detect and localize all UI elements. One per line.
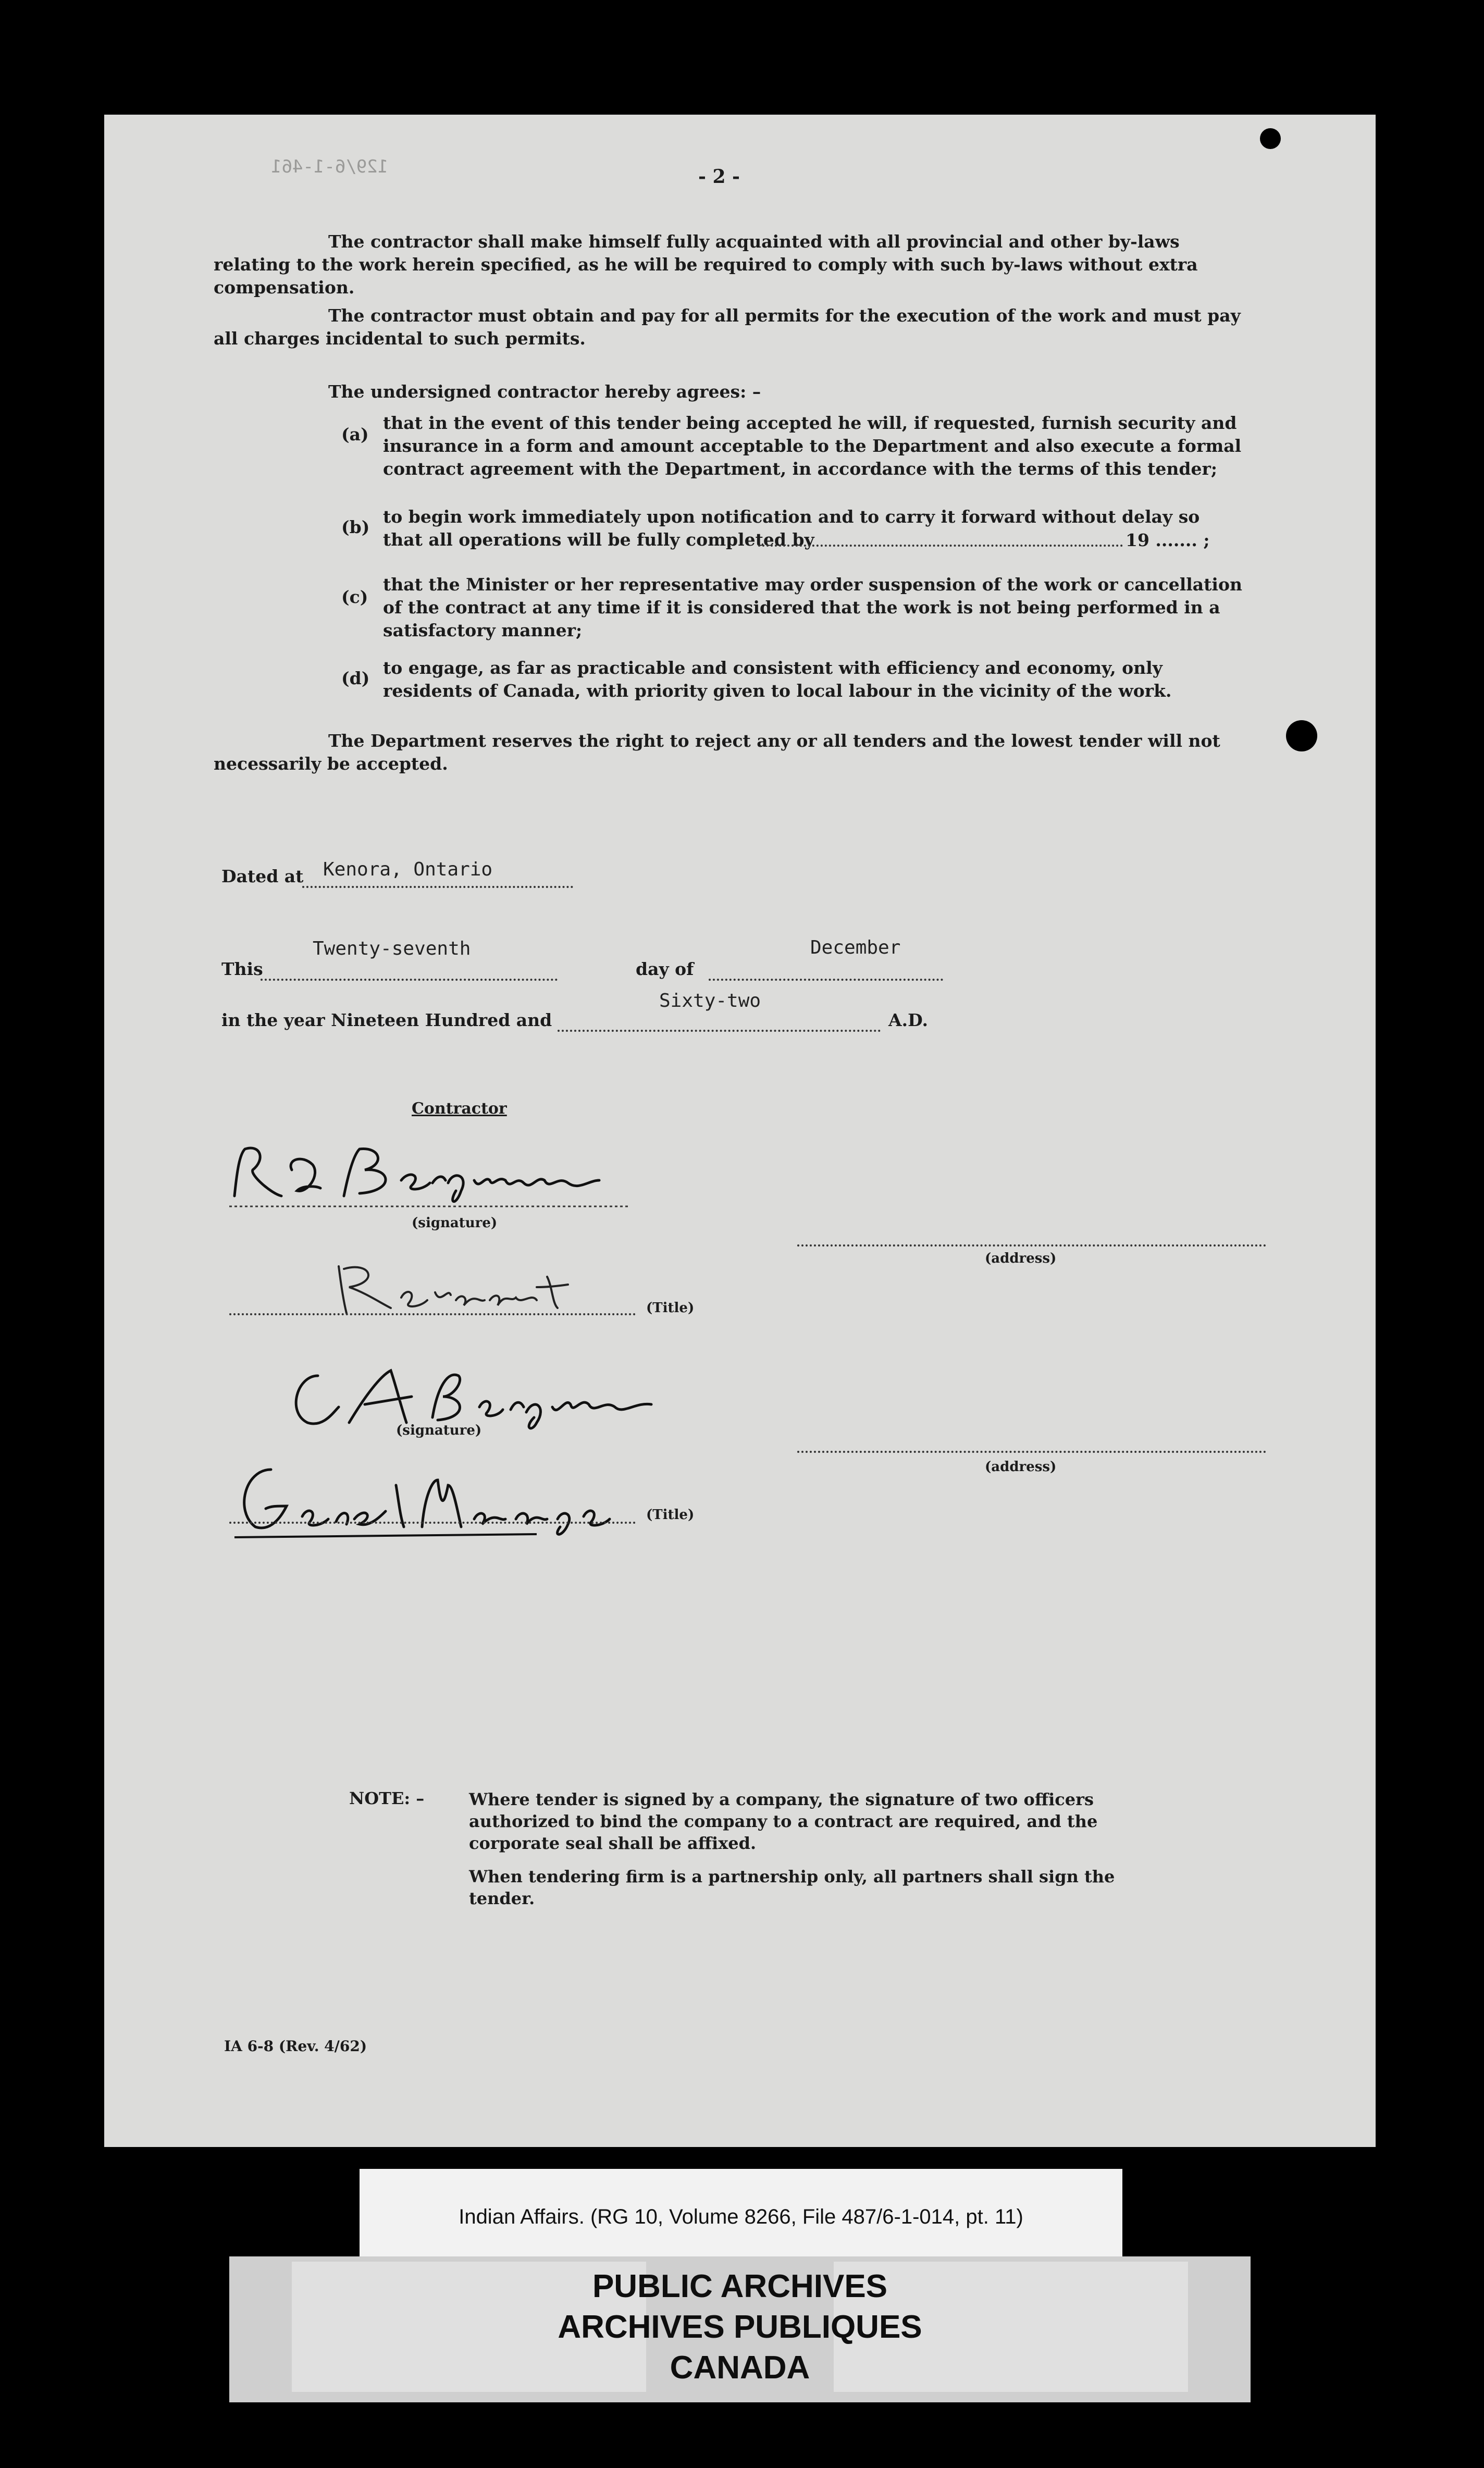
dated-at-label: Dated at	[221, 866, 304, 886]
signature-rg-bergman	[224, 1139, 641, 1212]
year-value[interactable]: Sixty-two	[659, 990, 761, 1011]
dated-at-value[interactable]: Kenora, Ontario	[323, 859, 493, 880]
title-general-manager	[224, 1454, 651, 1543]
month-line	[709, 979, 943, 981]
note-partnership: When tendering firm is a partnership only, all partners shall sign the tender.	[469, 1867, 1115, 1908]
clause-b-letter: (b)	[341, 517, 370, 537]
bylaws-paragraph: The contractor shall make himself fully acquainted with all provincial and other by-laws relating to the work herein specified, as he will be required to comply with such by-laws without extra compensation.	[214, 231, 1198, 298]
page-number: - 2 -	[698, 166, 740, 188]
title-line-2	[229, 1522, 636, 1524]
title-label-2: (Title)	[646, 1507, 695, 1523]
archive-reference-text: Indian Affairs. (RG 10, Volume 8266, File 487/6-1-014, pt. 11)	[459, 2205, 1023, 2228]
reserve-paragraph: The Department reserves the right to reject any or all tenders and the lowest tender will not necessarily be accepted.	[214, 731, 1220, 774]
completion-date-field[interactable]	[758, 545, 1123, 547]
clause-d-text: to engage, as far as practicable and consistent with efficiency and economy, only residents of Canada, with priority given to local labour in the vicinity of the work.	[383, 658, 1172, 701]
this-day-line	[261, 979, 558, 981]
month-value[interactable]: December	[810, 937, 901, 958]
address-line-1[interactable]	[797, 1244, 1266, 1247]
stamp-line-2: ARCHIVES PUBLIQUES	[558, 2309, 922, 2345]
clause-c-text: that the Minister or her representative may order suspension of the work or cancellation of the contract at any time if it is considered that the work is not being performed in a satisfactory manner;	[383, 574, 1242, 640]
stamp-line-1: PUBLIC ARCHIVES	[592, 2268, 888, 2304]
form-number: IA 6-8 (Rev. 4/62)	[224, 2038, 367, 2055]
clause-d-letter: (d)	[341, 668, 370, 688]
clause-b-year-suffix: 19 ....... ;	[1126, 530, 1210, 550]
clause-a-text: that in the event of this tender being accepted he will, if requested, furnish security and insurance in a form and amount acceptable to the Department and also execute a formal contract agreement with the Department, in accordance with the terms of this tender;	[383, 413, 1242, 479]
title-label-1: (Title)	[646, 1300, 695, 1316]
this-label: This	[221, 959, 263, 979]
ghost-reference: 129/6-1-461	[271, 156, 389, 177]
punch-hole-top	[1260, 128, 1281, 149]
signature-label-2: (signature)	[396, 1423, 482, 1438]
year-label: in the year Nineteen Hundred and	[221, 1010, 552, 1030]
address-label-1: (address)	[985, 1251, 1057, 1266]
signature-label-1: (signature)	[412, 1215, 498, 1231]
clause-a-letter: (a)	[341, 424, 369, 445]
permits-paragraph: The contractor must obtain and pay for all permits for the execution of the work and must pay all charges incidental to such permits.	[214, 305, 1241, 349]
punch-hole-right	[1286, 720, 1317, 751]
clause-c-letter: (c)	[341, 587, 368, 607]
title-line-1	[229, 1313, 636, 1315]
note-company: Where tender is signed by a company, the signature of two officers authorized to bind the company to a contract are required, and the corporate seal shall be affixed.	[469, 1790, 1098, 1853]
archive-reference-label	[360, 2169, 1122, 2263]
clause-b-text: to begin work immediately upon notification and to carry it forward without delay so that all operations will be fully completed by	[383, 507, 1200, 550]
day-of-label: day of	[636, 959, 694, 979]
address-label-2: (address)	[985, 1459, 1057, 1475]
document-page	[104, 115, 1376, 2147]
year-line	[558, 1030, 881, 1032]
agrees-intro: The undersigned contractor hereby agrees: –	[328, 381, 761, 402]
this-day-value[interactable]: Twenty-seventh	[313, 938, 471, 959]
stamp-line-3: CANADA	[670, 2350, 810, 2386]
note-label: NOTE: –	[349, 1788, 425, 1808]
ad-label: A.D.	[888, 1010, 929, 1030]
dated-at-line	[302, 886, 573, 888]
contractor-heading: Contractor	[412, 1100, 507, 1118]
address-line-2[interactable]	[797, 1451, 1266, 1453]
archive-stamp	[229, 2256, 1251, 2402]
